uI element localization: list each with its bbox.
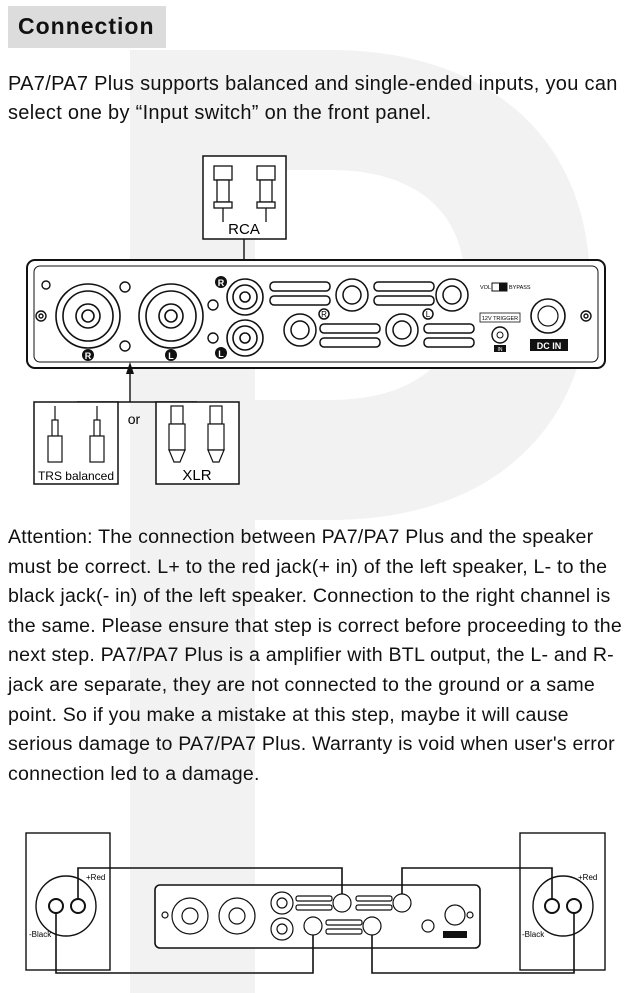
amplifier-rear-panel-small (155, 885, 480, 948)
left-red-label: +Red (86, 873, 106, 882)
left-speaker (26, 833, 110, 970)
bypass-label: BYPASS (509, 285, 531, 291)
svg-text:L: L (425, 310, 431, 319)
input-diagram (0, 150, 633, 490)
attention-text: Attention: The connection between PA7/PA7 Plus and the speaker must be correct. L+ to the red jack(+ in) of the left speaker, L- to the black jack(- in) of the left speaker. Connection to the right channel is the same. Please ensure that step is correct before proceeding to the next step. PA7/PA7 Plus is a amplifier with BTL output, the L- and R- jack are separate, they are not connected to the ground or a same point. So if you make a mistake at this step, maybe it will cause serious damage to PA7/PA7 Plus. Warranty is void when user's error connection led to a damage. (8, 526, 622, 785)
svg-text:R: R (217, 278, 225, 288)
svg-text:L: L (218, 349, 224, 359)
intro-text: PA7/PA7 Plus supports balanced and single-ended inputs, you can select one by “Input switch” on the front panel. (8, 73, 618, 124)
svg-text:R: R (84, 351, 92, 361)
left-black-label: -Black (29, 930, 52, 939)
vol-label: VOL (480, 285, 492, 291)
rca-label: RCA (228, 221, 260, 238)
rear-panel (27, 260, 605, 368)
xlr-label: XLR (182, 467, 212, 484)
page-title: Connection (18, 13, 155, 39)
rca-plug-illustration (203, 156, 286, 239)
xlr-input-left (139, 284, 203, 348)
trigger-label: 12V TRIGGER (481, 316, 519, 322)
right-black-label: -Black (522, 930, 545, 939)
speaker-wiring-diagram (0, 826, 633, 986)
svg-text:IN: IN (497, 347, 503, 353)
right-red-label: +Red (578, 873, 598, 882)
xlr-plug-illustration (156, 402, 239, 484)
svg-text:L: L (168, 351, 174, 361)
svg-text:R: R (321, 310, 327, 319)
right-speaker (520, 833, 605, 970)
trs-label: TRS balanced (37, 469, 115, 483)
trs-plug-illustration (34, 402, 118, 484)
dc-in-label: DC IN (536, 341, 562, 351)
or-label: or (127, 411, 141, 427)
xlr-input-right (56, 284, 120, 348)
